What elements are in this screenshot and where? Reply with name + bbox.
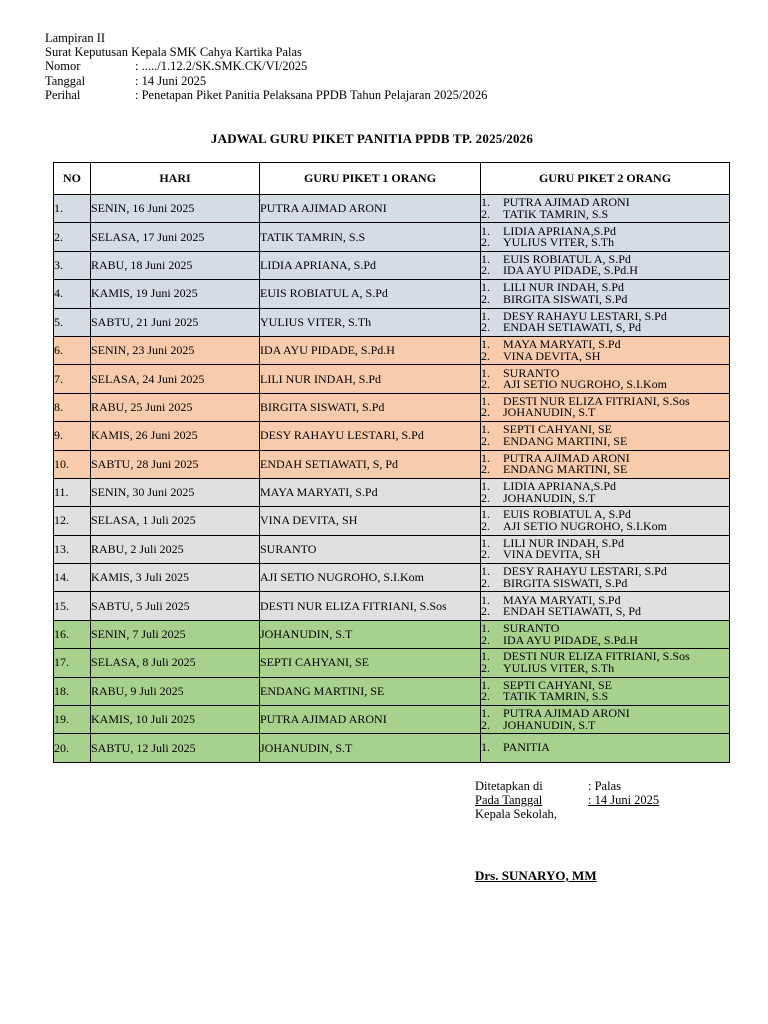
guru-piket-2-item — [481, 265, 729, 277]
row-no: 6. — [54, 336, 91, 364]
guru-piket-2-item — [481, 518, 729, 533]
row-guru-piket-1: LIDIA APRIANA, S.Pd — [260, 251, 481, 279]
item-number: 2. — [481, 689, 490, 704]
header-no: NO — [54, 163, 91, 195]
item-number: 1. — [481, 592, 490, 607]
row-guru-piket-2 — [481, 223, 730, 251]
guru-piket-2-item — [481, 206, 729, 221]
item-name: PUTRA AJIMAD ARONI — [503, 450, 630, 465]
row-no: 4. — [54, 280, 91, 308]
row-guru-piket-1: JOHANUDIN, S.T — [260, 734, 481, 762]
table-row — [54, 734, 730, 762]
table-row — [54, 336, 730, 364]
table-row — [54, 706, 730, 734]
item-number: 1. — [481, 393, 490, 408]
schedule-table — [53, 162, 730, 763]
item-name: BIRGITA SISWATI, S.Pd — [503, 575, 628, 590]
item-name: AJI SETIO NUGROHO, S.I.Kom — [503, 518, 667, 533]
table-row — [54, 507, 730, 535]
item-name: LIDIA APRIANA,S.Pd — [503, 479, 617, 494]
item-number: 1. — [481, 337, 490, 352]
row-hari: RABU, 2 Juli 2025 — [91, 535, 260, 563]
row-no: 20. — [54, 734, 91, 762]
document-header — [45, 31, 487, 102]
row-guru-piket-2 — [481, 507, 730, 535]
row-hari: KAMIS, 26 Juni 2025 — [91, 422, 260, 450]
header-hari: HARI — [91, 163, 260, 195]
row-guru-piket-2 — [481, 195, 730, 223]
item-name: MAYA MARYATI, S.Pd — [503, 337, 621, 352]
row-hari: SENIN, 7 Juli 2025 — [91, 620, 260, 648]
row-no: 13. — [54, 535, 91, 563]
table-row — [54, 677, 730, 705]
row-guru-piket-2 — [481, 478, 730, 506]
item-name: EUIS ROBIATUL A, S.Pd — [503, 251, 631, 266]
row-guru-piket-2 — [481, 592, 730, 620]
item-number: 2. — [481, 518, 490, 533]
guru-piket-2-item — [481, 490, 729, 505]
item-name: SURANTO — [503, 621, 560, 636]
item-number: 1. — [481, 535, 490, 550]
nomor-value: : ...../1.12.2/SK.SMK.CK/VI/2025 — [135, 59, 308, 74]
table-row — [54, 422, 730, 450]
row-guru-piket-2 — [481, 535, 730, 563]
row-no: 5. — [54, 308, 91, 336]
item-name: ENDANG MARTINI, SE — [503, 462, 628, 477]
signature-block — [475, 779, 659, 821]
row-guru-piket-1: PUTRA AJIMAD ARONI — [260, 706, 481, 734]
item-number: 2. — [481, 462, 490, 477]
item-number: 2. — [481, 660, 490, 675]
item-name: YULIUS VITER, S.Th — [503, 660, 615, 675]
row-guru-piket-2 — [481, 706, 730, 734]
item-number: 2. — [481, 490, 490, 505]
item-number: 2. — [481, 320, 490, 335]
item-name: TATIK TAMRIN, S.S — [503, 689, 609, 704]
item-name: JOHANUDIN, S.T — [503, 490, 596, 505]
item-number: 1. — [481, 479, 490, 494]
nomor-label: Nomor — [45, 59, 81, 74]
row-no: 14. — [54, 564, 91, 592]
item-name: VINA DEVITA, SH — [503, 547, 601, 562]
item-number: 2. — [481, 717, 490, 732]
item-number: 1. — [481, 706, 490, 721]
jabatan-text: Kepala Sekolah, — [475, 807, 557, 821]
guru-piket-2-item — [481, 660, 729, 675]
item-number: 1. — [481, 740, 490, 755]
row-hari: KAMIS, 10 Juli 2025 — [91, 706, 260, 734]
row-hari: SENIN, 30 Juni 2025 — [91, 478, 260, 506]
table-header-row — [54, 163, 730, 195]
item-name: MAYA MARYATI, S.Pd — [503, 592, 621, 607]
item-name: TATIK TAMRIN, S.S — [503, 206, 609, 221]
item-name: EUIS ROBIATUL A, S.Pd — [503, 507, 631, 522]
row-guru-piket-2 — [481, 649, 730, 677]
row-hari: SENIN, 23 Juni 2025 — [91, 336, 260, 364]
row-guru-piket-2 — [481, 677, 730, 705]
header-guru-piket-1: GURU PIKET 1 ORANG — [260, 163, 481, 195]
row-no: 9. — [54, 422, 91, 450]
item-number: 1. — [481, 195, 490, 210]
row-hari: SELASA, 17 Juni 2025 — [91, 223, 260, 251]
row-guru-piket-2 — [481, 422, 730, 450]
row-guru-piket-1: SEPTI CAHYANI, SE — [260, 649, 481, 677]
table-body — [54, 195, 730, 763]
item-name: ENDAH SETIAWATI, S, Pd — [503, 320, 642, 335]
item-name: JOHANUDIN, S.T — [503, 405, 596, 420]
table-row — [54, 592, 730, 620]
guru-piket-2-item — [481, 322, 729, 334]
row-guru-piket-1: ENDANG MARTINI, SE — [260, 677, 481, 705]
table-row — [54, 450, 730, 478]
row-no: 7. — [54, 365, 91, 393]
row-no: 15. — [54, 592, 91, 620]
guru-piket-2-item — [481, 575, 729, 590]
row-guru-piket-2 — [481, 450, 730, 478]
item-name: DESY RAHAYU LESTARI, S.Pd — [503, 308, 667, 323]
pada-tanggal-value: : 14 Juni 2025 — [588, 793, 660, 807]
guru-piket-2-item — [481, 433, 729, 448]
guru-piket-2-item — [481, 549, 729, 561]
row-guru-piket-2 — [481, 365, 730, 393]
row-guru-piket-2 — [481, 251, 730, 279]
item-number: 2. — [481, 348, 490, 363]
item-number: 1. — [481, 677, 490, 692]
row-hari: SABTU, 5 Juli 2025 — [91, 592, 260, 620]
item-number: 2. — [481, 547, 490, 562]
guru-piket-2-item — [481, 407, 729, 419]
item-name: DESY RAHAYU LESTARI, S.Pd — [503, 564, 667, 579]
item-name: AJI SETIO NUGROHO, S.I.Kom — [503, 377, 667, 392]
item-number: 1. — [481, 251, 490, 266]
row-no: 10. — [54, 450, 91, 478]
item-name: PANITIA — [503, 740, 550, 755]
guru-piket-2-item — [481, 379, 729, 391]
item-name: DESTI NUR ELIZA FITRIANI, S.Sos — [503, 649, 690, 664]
row-guru-piket-1: VINA DEVITA, SH — [260, 507, 481, 535]
item-number: 1. — [481, 223, 490, 238]
guru-piket-2-item — [481, 291, 729, 306]
item-number: 1. — [481, 280, 490, 295]
item-number: 2. — [481, 206, 490, 221]
guru-piket-2-item — [481, 606, 729, 618]
row-guru-piket-1: LILI NUR INDAH, S.Pd — [260, 365, 481, 393]
guru-piket-2-item — [481, 348, 729, 363]
item-name: LIDIA APRIANA,S.Pd — [503, 223, 617, 238]
guru-piket-2-item — [481, 717, 729, 732]
row-hari: SABTU, 21 Juni 2025 — [91, 308, 260, 336]
pada-tanggal-row — [475, 793, 659, 807]
item-number: 1. — [481, 564, 490, 579]
table-row — [54, 195, 730, 223]
item-number: 2. — [481, 235, 490, 250]
item-number: 1. — [481, 507, 490, 522]
row-guru-piket-1: ENDAH SETIAWATI, S, Pd — [260, 450, 481, 478]
row-guru-piket-2 — [481, 393, 730, 421]
row-guru-piket-1: IDA AYU PIDADE, S.Pd.H — [260, 336, 481, 364]
item-name: IDA AYU PIDADE, S.Pd.H — [503, 263, 638, 278]
tanggal-label: Tanggal — [45, 73, 86, 88]
table-row — [54, 620, 730, 648]
row-no: 12. — [54, 507, 91, 535]
ditetapkan-value: : Palas — [588, 779, 621, 793]
header-guru-piket-2: GURU PIKET 2 ORANG — [481, 163, 730, 195]
row-hari: KAMIS, 19 Juni 2025 — [91, 280, 260, 308]
row-guru-piket-2 — [481, 620, 730, 648]
row-guru-piket-1: SURANTO — [260, 535, 481, 563]
item-number: 1. — [481, 649, 490, 664]
perihal-label: Perihal — [45, 87, 81, 102]
row-guru-piket-1: EUIS ROBIATUL A, S.Pd — [260, 280, 481, 308]
item-number: 2. — [481, 604, 490, 619]
item-name: ENDAH SETIAWATI, S, Pd — [503, 604, 642, 619]
item-name: LILI NUR INDAH, S.Pd — [503, 535, 624, 550]
row-no: 17. — [54, 649, 91, 677]
table-row — [54, 308, 730, 336]
row-guru-piket-1: DESTI NUR ELIZA FITRIANI, S.Sos — [260, 592, 481, 620]
item-number: 2. — [481, 575, 490, 590]
row-no: 16. — [54, 620, 91, 648]
row-hari: RABU, 9 Juli 2025 — [91, 677, 260, 705]
item-number: 2. — [481, 263, 490, 278]
table-row — [54, 251, 730, 279]
guru-piket-2-item — [481, 464, 729, 476]
surat-keputusan-text: Surat Keputusan Kepala SMK Cahya Kartika Palas — [45, 45, 302, 60]
row-guru-piket-2 — [481, 280, 730, 308]
table-row — [54, 393, 730, 421]
pada-tanggal-label: Pada Tanggal — [475, 793, 543, 807]
row-no: 2. — [54, 223, 91, 251]
document-title: JADWAL GURU PIKET PANITIA PPDB TP. 2025/2026 — [210, 131, 534, 146]
item-name: SEPTI CAHYANI, SE — [503, 422, 613, 437]
lampiran-text: Lampiran II — [45, 31, 106, 45]
item-number: 1. — [481, 422, 490, 437]
item-number: 2. — [481, 405, 490, 420]
table-row — [54, 223, 730, 251]
guru-piket-2-item — [481, 237, 729, 249]
row-hari: SELASA, 8 Juli 2025 — [91, 649, 260, 677]
item-name: PUTRA AJIMAD ARONI — [503, 195, 630, 210]
table-row — [54, 649, 730, 677]
row-guru-piket-1: PUTRA AJIMAD ARONI — [260, 195, 481, 223]
row-guru-piket-1: DESY RAHAYU LESTARI, S.Pd — [260, 422, 481, 450]
row-hari: SENIN, 16 Juni 2025 — [91, 195, 260, 223]
row-guru-piket-1: BIRGITA SISWATI, S.Pd — [260, 393, 481, 421]
row-guru-piket-1: AJI SETIO NUGROHO, S.I.Kom — [260, 564, 481, 592]
row-no: 18. — [54, 677, 91, 705]
item-name: DESTI NUR ELIZA FITRIANI, S.Sos — [503, 393, 690, 408]
item-name: JOHANUDIN, S.T — [503, 717, 596, 732]
item-name: SURANTO — [503, 365, 560, 380]
item-number: 1. — [481, 450, 490, 465]
row-hari: SELASA, 24 Juni 2025 — [91, 365, 260, 393]
row-no: 11. — [54, 478, 91, 506]
perihal-value: : Penetapan Piket Panitia Pelaksana PPDB Tahun Pelajaran 2025/2026 — [135, 87, 488, 102]
row-guru-piket-2 — [481, 336, 730, 364]
item-number: 2. — [481, 377, 490, 392]
row-hari: SABTU, 28 Juni 2025 — [91, 450, 260, 478]
guru-piket-2-item — [481, 632, 729, 647]
signer-name: Drs. SUNARYO, MM — [475, 868, 597, 883]
row-guru-piket-1: JOHANUDIN, S.T — [260, 620, 481, 648]
guru-piket-2-item — [481, 742, 729, 754]
guru-piket-2-item — [481, 691, 729, 703]
row-hari: RABU, 25 Juni 2025 — [91, 393, 260, 421]
table-row — [54, 478, 730, 506]
item-name: LILI NUR INDAH, S.Pd — [503, 280, 624, 295]
item-number: 1. — [481, 365, 490, 380]
table-row — [54, 280, 730, 308]
item-number: 1. — [481, 621, 490, 636]
item-name: VINA DEVITA, SH — [503, 348, 601, 363]
item-name: ENDANG MARTINI, SE — [503, 433, 628, 448]
row-no: 3. — [54, 251, 91, 279]
item-name: IDA AYU PIDADE, S.Pd.H — [503, 632, 638, 647]
row-guru-piket-1: TATIK TAMRIN, S.S — [260, 223, 481, 251]
item-name: YULIUS VITER, S.Th — [503, 235, 615, 250]
table-row — [54, 365, 730, 393]
item-number: 2. — [481, 433, 490, 448]
row-hari: RABU, 18 Juni 2025 — [91, 251, 260, 279]
row-no: 8. — [54, 393, 91, 421]
table-row — [54, 564, 730, 592]
item-name: PUTRA AJIMAD ARONI — [503, 706, 630, 721]
row-guru-piket-2 — [481, 734, 730, 762]
ditetapkan-label: Ditetapkan di — [475, 779, 543, 793]
row-no: 19. — [54, 706, 91, 734]
item-name: SEPTI CAHYANI, SE — [503, 677, 613, 692]
row-guru-piket-1: YULIUS VITER, S.Th — [260, 308, 481, 336]
row-hari: SELASA, 1 Juli 2025 — [91, 507, 260, 535]
item-name: BIRGITA SISWATI, S.Pd — [503, 291, 628, 306]
tanggal-value: : 14 Juni 2025 — [135, 73, 207, 88]
item-number: 1. — [481, 308, 490, 323]
row-hari: SABTU, 12 Juli 2025 — [91, 734, 260, 762]
item-number: 2. — [481, 291, 490, 306]
item-number: 2. — [481, 632, 490, 647]
row-guru-piket-2 — [481, 308, 730, 336]
row-guru-piket-1: MAYA MARYATI, S.Pd — [260, 478, 481, 506]
row-hari: KAMIS, 3 Juli 2025 — [91, 564, 260, 592]
row-no: 1. — [54, 195, 91, 223]
row-guru-piket-2 — [481, 564, 730, 592]
table-row — [54, 535, 730, 563]
